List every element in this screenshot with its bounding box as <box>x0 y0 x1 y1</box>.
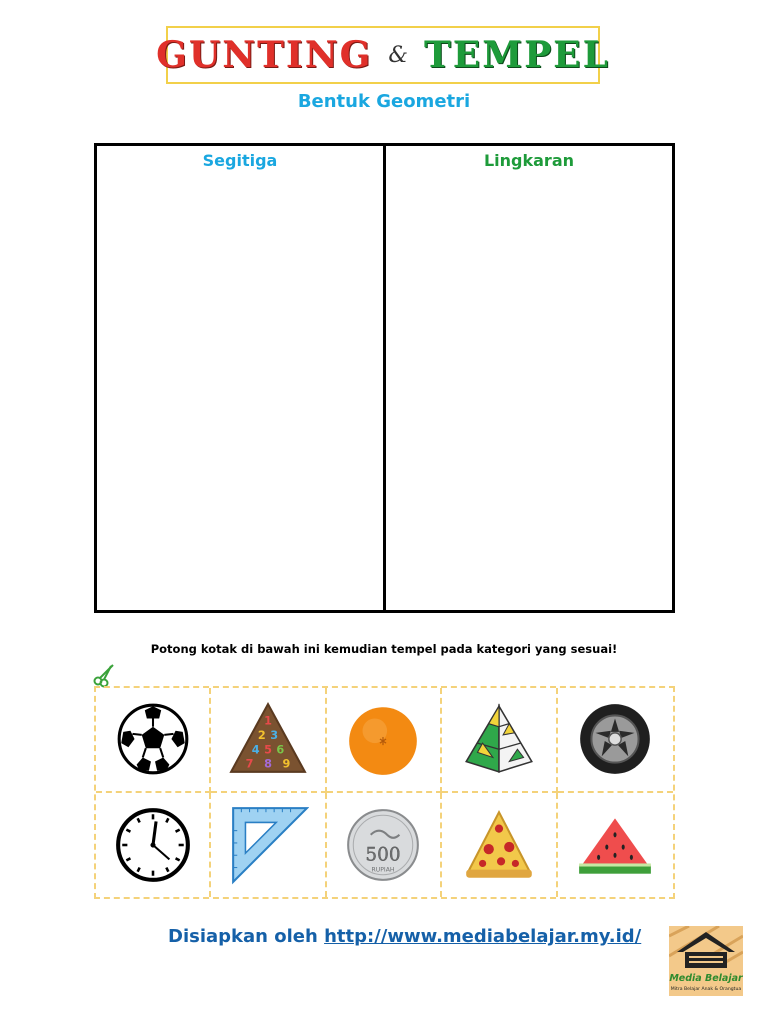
column-segitiga[interactable] <box>97 146 383 610</box>
cutout-card[interactable] <box>442 793 557 898</box>
cutout-card[interactable] <box>442 688 557 793</box>
watermelon-slice-icon <box>574 804 656 886</box>
title-word-gunting: GUNTING <box>156 34 373 76</box>
title-ampersand: & <box>388 42 409 68</box>
cutout-card[interactable] <box>558 688 673 793</box>
triangle-digit-5: 5 <box>264 743 273 757</box>
logo-name: Media Belajar <box>669 973 743 984</box>
number-triangle-puzzle-icon <box>227 698 309 780</box>
triangle-digit-3: 3 <box>270 729 279 743</box>
cutout-card[interactable] <box>558 793 673 898</box>
cutout-grid <box>94 686 675 899</box>
triangle-digit-1: 1 <box>264 714 273 728</box>
coin-500-icon <box>342 804 424 886</box>
scissors-icon <box>92 662 118 688</box>
column-lingkaran[interactable] <box>383 146 672 610</box>
page-subtitle: Bentuk Geometri <box>297 91 471 112</box>
cutout-card[interactable] <box>96 793 211 898</box>
media-belajar-logo <box>669 926 743 996</box>
set-square-ruler-icon <box>227 804 309 886</box>
footer-prefix: Disiapkan oleh <box>168 926 318 947</box>
triangle-digit-7: 7 <box>245 757 254 771</box>
cutout-card[interactable] <box>327 688 442 793</box>
coin-currency: RUPIAH <box>371 866 396 874</box>
clock-icon <box>112 804 194 886</box>
triangle-digit-9: 9 <box>282 757 291 771</box>
column-header-lingkaran: Lingkaran <box>483 151 575 170</box>
cutout-card[interactable] <box>211 688 326 793</box>
logo-tagline: Mitra Belajar Anak & Orangtua <box>670 987 742 992</box>
cutout-card[interactable] <box>327 793 442 898</box>
triangle-digit-2: 2 <box>258 729 266 743</box>
pizza-slice-icon <box>458 804 540 886</box>
coin-value: 500 <box>365 844 402 866</box>
title-banner <box>156 26 610 84</box>
instruction-text: Potong kotak di bawah ini kemudian tempel pada kategori yang sesuai! <box>150 642 618 656</box>
column-header-segitiga: Segitiga <box>202 151 278 170</box>
cutout-card[interactable] <box>211 793 326 898</box>
pyramid-cube-icon <box>458 698 540 780</box>
footer-credit <box>168 926 641 947</box>
car-wheel-icon <box>574 698 656 780</box>
title-word-tempel: TEMPEL <box>424 34 610 76</box>
orange-icon <box>342 698 424 780</box>
soccer-ball-icon <box>112 698 194 780</box>
triangle-digit-6: 6 <box>276 743 285 757</box>
triangle-digit-8: 8 <box>264 757 273 771</box>
sorting-table <box>94 143 675 613</box>
footer-link[interactable]: http://www.mediabelajar.my.id/ <box>324 926 642 947</box>
triangle-digit-4: 4 <box>251 743 260 757</box>
cutout-card[interactable] <box>96 688 211 793</box>
